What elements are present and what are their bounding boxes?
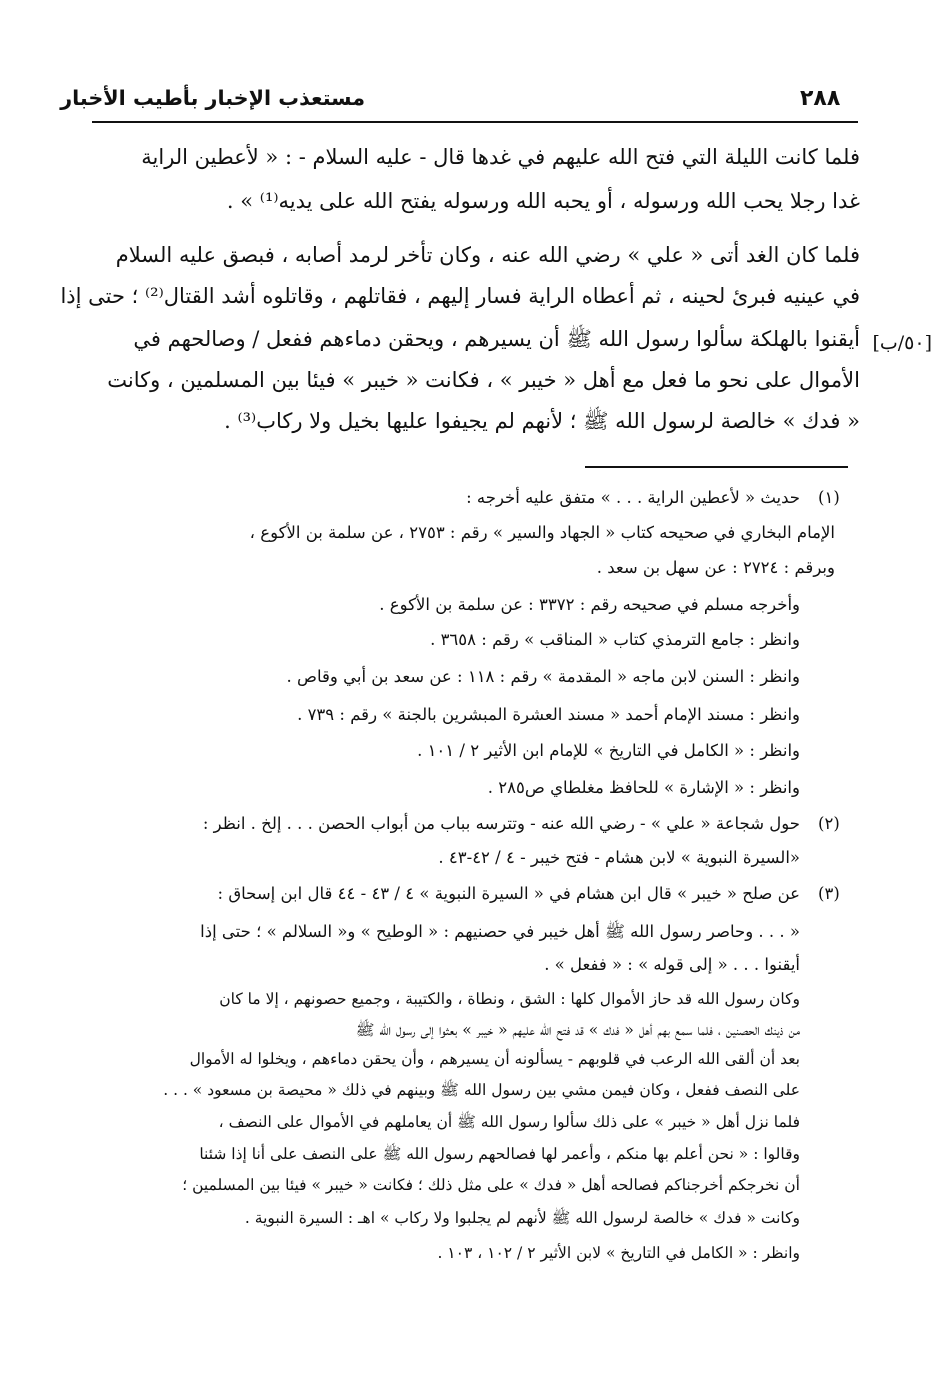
footnote-line: أن نخرجكم أخرجناكم فصالحه أهل « فدك » على مثل ذلك ؛ فكانت « خيبر » فيئا بين المسلمين ؛	[182, 1176, 800, 1194]
body-line: فلما كانت الليلة التي فتح الله عليهم في غدها قال - عليه السلام - : « لأعطين الراية	[141, 145, 860, 169]
footnote-line: وانظر : مسند الإمام أحمد « مسند العشرة المبشرين بالجنة » رقم : ٧٣٩ .	[297, 705, 800, 724]
running-title: مستعذب الإخبار بأطيب الأخبار	[60, 86, 365, 110]
page-number: ٢٨٨	[800, 86, 841, 111]
body-line: غدا رجلا يحب الله ورسوله ، أو يحبه الله ورسوله يفتح الله على يديه⁽¹⁾ » .	[226, 189, 860, 213]
footnote-line: بعد أن ألقى الله الرعب في قلوبهم - يسألونه أن يسيرهم ، وأن يحقن دماءهم ، ويخلوا له الأموال	[189, 1050, 800, 1068]
body-line: « فدك » خالصة لرسول الله ﷺ ؛ لأنهم لم يجيفوا عليها بخيل ولا ركاب⁽³⁾ .	[224, 409, 860, 433]
footnote-number: (٣)	[818, 884, 840, 903]
footnote-line: وبرقم : ٢٧٢٤ : عن سهل بن سعد .	[596, 558, 835, 577]
body-line: في عينيه فبرئ لحينه ، ثم أعطاه الراية فسار إليهم ، فقاتلهم ، وقاتلوه أشد القتال⁽²⁾ ؛ حتى إذا	[60, 284, 860, 308]
footnote-line: وانظر : « الكامل في التاريخ » للإمام ابن الأثير ٢ / ١٠١ .	[417, 741, 800, 760]
footnote-line: من ذينك الحصنين ، فلما سمع بهم أهل « فدك » قد فتح الله عليهم « خيبر » بعثوا إلى رسول الله ﷺ	[355, 1021, 800, 1039]
footnote-rule	[585, 466, 848, 468]
footnote-line: حول شجاعة « علي » - رضي الله عنه - وتترسه بباب من أبواب الحصن . . . إلخ . انظر :	[202, 814, 800, 833]
header-rule	[92, 121, 858, 123]
body-line: الأموال على نحو ما فعل مع أهل « خيبر » ، فكانت « خيبر » فيئا بين المسلمين ، وكانت	[107, 368, 860, 392]
footnote-line: وانظر : جامع الترمذي كتاب « المناقب » رقم : ٣٦٥٨ .	[430, 630, 800, 649]
footnote-line: عن صلح « خيبر » قال ابن هشام في « السيرة النبوية » ٤ / ٤٣ - ٤٤ قال ابن إسحاق :	[217, 884, 800, 903]
footnote-line: على النصف ففعل ، وكان فيمن مشي بين رسول الله ﷺ وبينهم في ذلك « محيصة بن مسعود » . . .	[163, 1081, 800, 1099]
margin-folio-note: [٥٠/ب]	[872, 332, 932, 354]
body-line: فلما كان الغد أتى « علي » رضي الله عنه ، وكان تأخر لرمد أصابه ، فبصق عليه السلام	[115, 243, 860, 267]
footnote-line: وقالوا : « نحن أعلم بها منكم ، وأعمر لها فصالحهم رسول الله ﷺ على النصف على أنا إذا شئنا	[199, 1145, 800, 1163]
footnote-line: الإمام البخاري في صحيحه كتاب « الجهاد والسير » رقم : ٢٧٥٣ ، عن سلمة بن الأكوع ،	[249, 523, 835, 542]
footnote-line: وانظر : « الكامل في التاريخ » لابن الأثير ٢ / ١٠٢ ، ١٠٣ .	[437, 1244, 800, 1262]
footnote-line: « . . . وحاصر رسول الله ﷺ أهل خيبر في حصنيهم : « الوطيح » و« السلالم » ؛ حتى إذا	[200, 922, 800, 941]
footnote-line: وانظر : السنن لابن ماجه « المقدمة » رقم : ١١٨ : عن سعد بن أبي وقاص .	[286, 667, 800, 686]
footnote-line: وانظر : « الإشارة » للحافظ مغلطاي ص٢٨٥ .	[487, 778, 800, 797]
footnote-line: فلما نزل أهل « خيبر » على ذلك سألوا رسول الله ﷺ أن يعاملهم في الأموال على النصف ،	[218, 1113, 800, 1131]
footnote-line: وكان رسول الله قد حاز الأموال كلها : الشق ، ونطاة ، والكتيبة ، وجميع حصونهم ، إلا ما كان	[219, 990, 800, 1008]
footnote-number: (١)	[818, 488, 840, 507]
body-line: أيقنوا بالهلكة سألوا رسول الله ﷺ أن يسيرهم ، ويحقن دماءهم ففعل / وصالحهم في	[133, 327, 860, 351]
footnote-line: «السيرة النبوية » لابن هشام - فتح خيبر - ٤ / ٤٢-٤٣ .	[438, 848, 800, 867]
footnote-line: أيقنوا . . . « إلى قوله » : « ففعل » .	[544, 955, 800, 974]
footnote-number: (٢)	[818, 814, 840, 833]
footnote-line: حديث « لأعطين الراية . . . » متفق عليه أخرجه :	[466, 488, 800, 507]
footnote-line: وأخرجه مسلم في صحيحه رقم : ٣٣٧٢ : عن سلمة بن الأكوع .	[379, 595, 800, 614]
footnote-line: وكانت « فدك » خالصة لرسول الله ﷺ لأنهم لم يجلبوا ولا ركاب » اهـ : السيرة النبوية .	[244, 1209, 800, 1227]
